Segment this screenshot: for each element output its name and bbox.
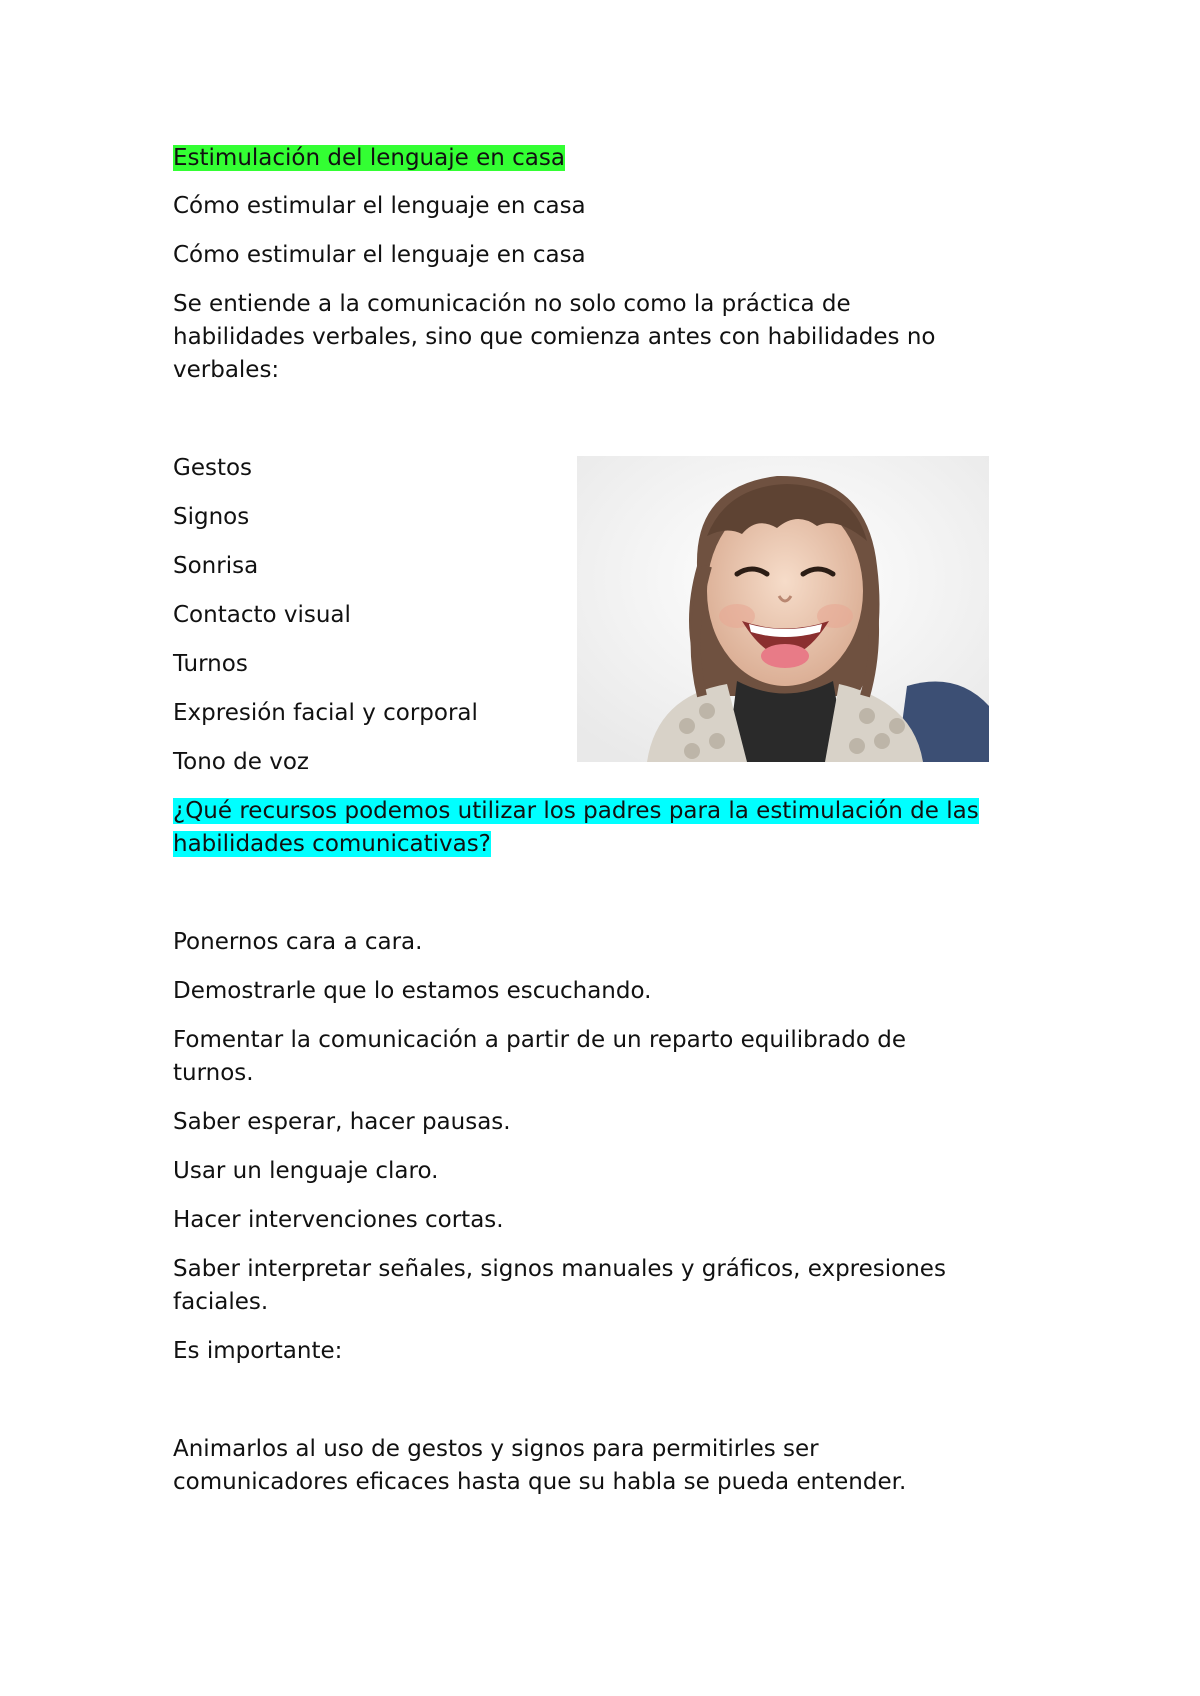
- skill-item: Turnos: [173, 651, 248, 677]
- resource-item: Usar un lenguaje claro.: [173, 1158, 439, 1184]
- intro-line-3: verbales:: [173, 357, 280, 383]
- closing-line-1: Animarlos al uso de gestos y signos para permitirles ser: [173, 1436, 819, 1462]
- question-line-2: habilidades comunicativas?: [173, 831, 491, 857]
- closing-line-2: comunicadores eficaces hasta que su habla se pueda entender.: [173, 1469, 907, 1495]
- child-photo: [577, 456, 989, 762]
- skill-item: Expresión facial y corporal: [173, 700, 478, 726]
- subtitle-2: Cómo estimular el lenguaje en casa: [173, 242, 586, 268]
- intro-line-2: habilidades verbales, sino que comienza antes con habilidades no: [173, 324, 936, 350]
- resource-item: Saber esperar, hacer pausas.: [173, 1109, 511, 1135]
- resource-item: Fomentar la comunicación a partir de un reparto equilibrado de: [173, 1027, 906, 1053]
- important-label: Es importante:: [173, 1338, 343, 1364]
- skill-item: Contacto visual: [173, 602, 351, 628]
- skill-item: Signos: [173, 504, 250, 530]
- skill-item: Tono de voz: [173, 749, 309, 775]
- resource-item: Ponernos cara a cara.: [173, 929, 423, 955]
- document-title: Estimulación del lenguaje en casa: [173, 145, 565, 171]
- intro-line-1: Se entiende a la comunicación no solo como la práctica de: [173, 291, 851, 317]
- resource-item-continued: turnos.: [173, 1060, 254, 1086]
- skill-item: Sonrisa: [173, 553, 259, 579]
- subtitle-1: Cómo estimular el lenguaje en casa: [173, 193, 586, 219]
- child-illustration: [577, 456, 989, 762]
- resource-item-continued: faciales.: [173, 1289, 269, 1315]
- resource-item: Hacer intervenciones cortas.: [173, 1207, 504, 1233]
- resource-item: Demostrarle que lo estamos escuchando.: [173, 978, 652, 1004]
- resource-item: Saber interpretar señales, signos manuales y gráficos, expresiones: [173, 1256, 946, 1282]
- skill-item: Gestos: [173, 455, 253, 481]
- question-line-1: ¿Qué recursos podemos utilizar los padres para la estimulación de las: [173, 798, 979, 824]
